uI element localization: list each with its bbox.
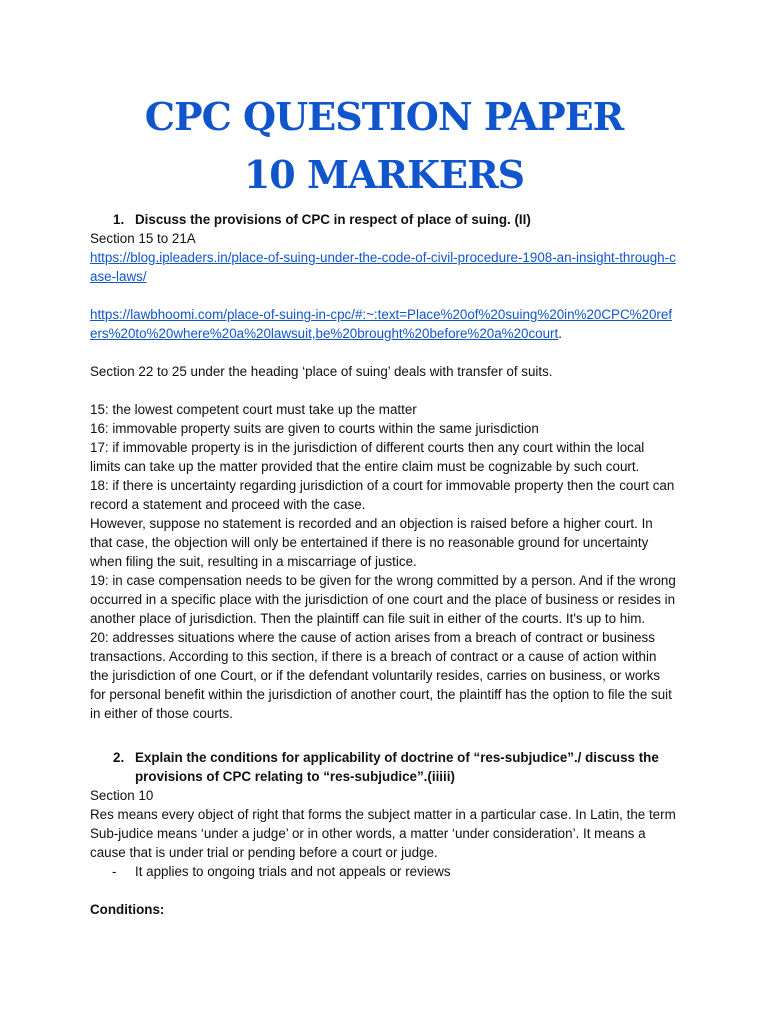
conditions-heading: Conditions: [90, 902, 165, 917]
q1-intro: Section 22 to 25 under the heading ‘place of suing’ deals with transfer of suits. [90, 364, 553, 379]
q1-line: 20: addresses situations where the cause of action arises from a breach of contract or business transactions. According to this section, if there is a breach of contract or a cause of action within the jurisdiction of one Court, or if the defendant voluntarily resides, carries on business, or works for personal benefit within the jurisdiction of another court, the plaintiff has the option to file the suit in either of those courts. [90, 630, 672, 721]
q2-bullet [90, 862, 678, 881]
q2-section: Section 10 [90, 788, 154, 803]
q1-line: 16: immovable property suits are given to courts within the same jurisdiction [90, 421, 539, 436]
q1-line: 18: if there is uncertainty regarding jurisdiction of a court for immovable property then the court can record a statement and proceed with the case. [90, 478, 675, 512]
bullet-dash: - [112, 864, 117, 879]
q2-bullet-text: It applies to ongoing trials and not appeals or reviews [135, 864, 451, 879]
question-2-text: Explain the conditions for applicability of doctrine of “res-subjudice”./ discuss the provisions of CPC relating to “res-subjudice”.(iiiii) [135, 750, 659, 784]
question-1 [90, 210, 678, 229]
question-2 [90, 748, 678, 786]
q1-link-ipleaders[interactable]: https://blog.ipleaders.in/place-of-suing-under-the-code-of-civil-procedure-1908-an-insight-through-case-laws/ [90, 250, 676, 284]
question-1-number: 1. [113, 212, 125, 227]
q1-link-lawbhoomi[interactable]: https://lawbhoomi.com/place-of-suing-in-cpc/#:~:text=Place%20of%20suing%20in%20CPC%20refers%20to%20where%20a%20lawsuit,be%20brought%20before%20a%20court [90, 307, 673, 341]
q2-paragraph: Res means every object of right that forms the subject matter in a particular case. In Latin, the term Sub-judice means ‘under a judge’ or in other words, a matter ‘under consideration’. It means a cause that is under trial or pending before a court or judge. [90, 807, 676, 860]
question-2-number: 2. [113, 750, 125, 765]
q1-line: However, suppose no statement is recorded and an objection is raised before a higher court. In that case, the objection will only be entertained if there is no reasonable ground for uncertainty when filing the suit, resulting in a miscarriage of justice. [90, 516, 653, 569]
title-line-1: CPC QUESTION PAPER [144, 94, 624, 139]
question-1-text: Discuss the provisions of CPC in respect of place of suing. (II) [135, 212, 531, 227]
q1-line: 17: if immovable property is in the jurisdiction of different courts then any court within the local limits can take up the matter provided that the entire claim must be cognizable by such court. [90, 440, 645, 474]
q1-line: 15: the lowest competent court must take up the matter [90, 402, 417, 417]
title-line-2: 10 MARKERS [243, 152, 525, 197]
q1-line: 19: in case compensation needs to be given for the wrong committed by a person. And if the wrong occurred in a specific place with the jurisdiction of one court and the place of business or resides in another place of jurisdiction. Then the plaintiff can file suit in either of the courts. It's up to him. [90, 573, 676, 626]
q1-section: Section 15 to 21A [90, 231, 196, 246]
document-title [90, 0, 678, 204]
q1-link-suffix: . [558, 326, 562, 341]
